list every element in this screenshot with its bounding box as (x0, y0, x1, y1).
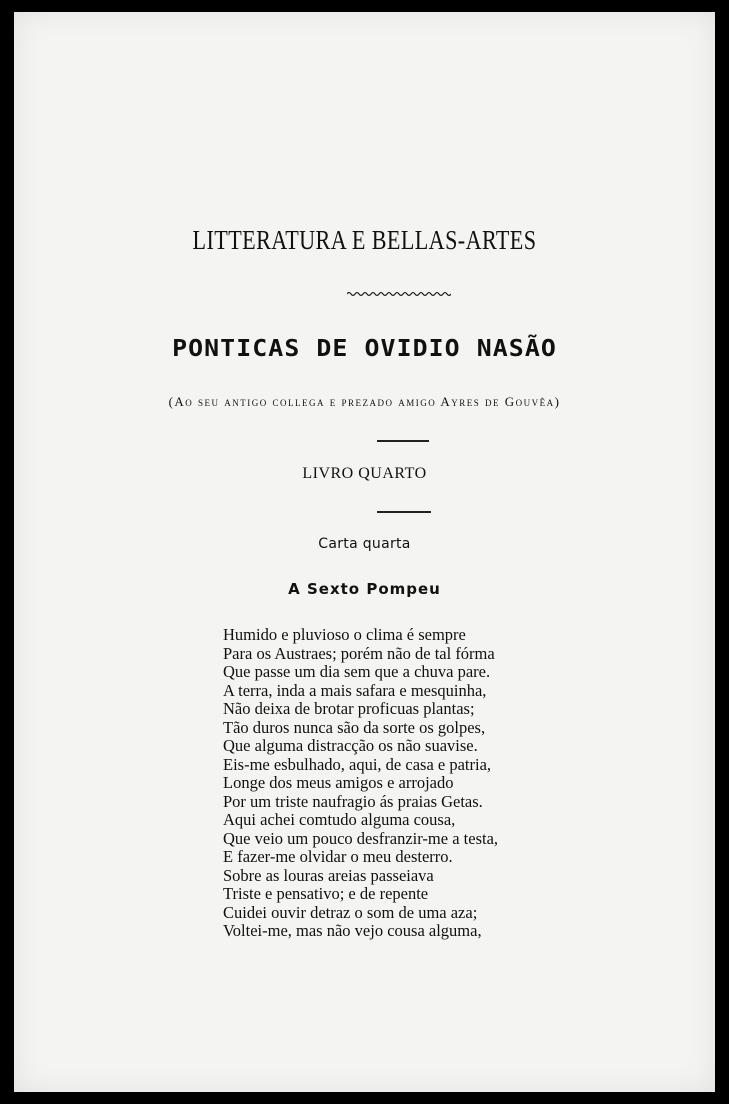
poem-line: Sobre as louras areias passeiava (223, 865, 434, 885)
poem-line: Que passe um dia sem que a chuva pare. (223, 662, 491, 681)
poem-line: Humido e pluvioso o clima é sempre (223, 625, 466, 644)
letter-title: Carta quarta (318, 536, 411, 552)
poem-line: A terra, inda a mais safara e mesquinha, (223, 680, 487, 700)
wavy-ornament-rule (347, 290, 451, 298)
poem-line: Cuidei ouvir detraz o som de uma aza; (223, 902, 478, 922)
poem-line: Tão duros nunca são da sorte os golpes, (223, 717, 486, 737)
poem-line: Eis-me esbulhado, aqui, de casa e patria, (223, 754, 492, 774)
poem-line: Não deixa de brotar proficuas plantas; (223, 699, 475, 718)
book-title: LIVRO QUARTO (302, 465, 427, 482)
poem-line: Por um triste naufragio ás praias Getas. (223, 791, 483, 811)
divider-rule (377, 440, 429, 442)
poem-line: Que alguma distracção os não suavise. (223, 736, 478, 755)
main-title: PONTICAS DE OVIDIO NASÃO (172, 336, 557, 362)
section-title: LITTERATURA E BELLAS-ARTES (192, 225, 537, 255)
poem-body (223, 626, 683, 941)
divider-rule (377, 511, 431, 513)
poem-line: Longe dos meus amigos e arrojado (223, 773, 454, 792)
poem-line: Que veio um pouco desfranzir-me a testa, (223, 828, 499, 848)
dedication-subtitle: (Ao seu antigo collega e prezado amigo Ayres de Gouvêa) (168, 394, 561, 409)
document-page (14, 12, 715, 1092)
poem-line: E fazer-me olvidar o meu desterro. (223, 847, 453, 866)
poem-line: Triste e pensativo; e de repente (223, 884, 429, 903)
addressee-heading: A Sexto Pompeu (288, 580, 441, 598)
poem-line: Voltei-me, mas não vejo cousa alguma, (223, 921, 482, 940)
poem-line: Para os Austraes; porém não de tal fórma (223, 643, 495, 663)
poem-line: Aqui achei comtudo alguma cousa, (223, 810, 456, 829)
